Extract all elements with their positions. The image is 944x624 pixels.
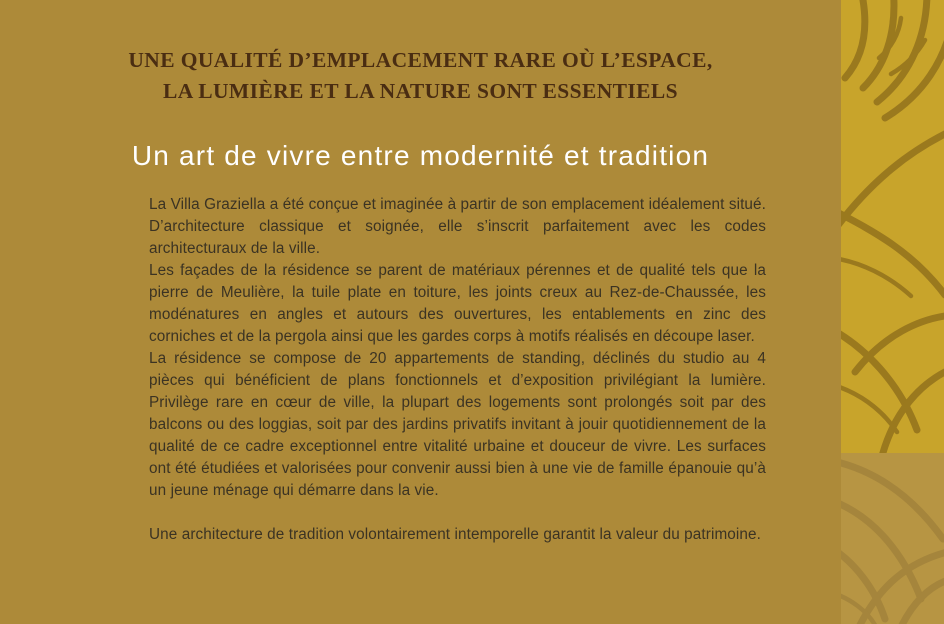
page-subtitle: Un art de vivre entre modernité et tradition — [131, 140, 710, 171]
decorative-side-band — [841, 0, 944, 624]
floral-pattern-icon — [841, 0, 944, 453]
side-band-bottom — [841, 453, 944, 624]
page-title-line2: LA LUMIÈRE ET LA NATURE SONT ESSENTIELS — [162, 79, 679, 103]
body-paragraph: La résidence se compose de 20 appartements de standing, déclinés du studio au 4 pièces qui bénéficient de plans fonctionnels et d’exposition privilégiant la lumière. Privilège rare en cœur de ville, la plupart des logements sont prolongés soit par des balcons ou des loggias, soit par des jardins privatifs invitant à jouir quotidiennement de la qualité de ce cadre exceptionnel entre vitalité urbaine et douceur de vivre. Les surfaces ont été étudiées et valorisées pour convenir aussi bien à une vie de famille épanouie qu’à un jeune ménage qui démarre dans la vie. — [149, 350, 766, 499]
body-copy — [149, 194, 766, 546]
page-title-line1: UNE QUALITÉ D’EMPLACEMENT RARE OÙ L’ESPACE, — [128, 48, 713, 72]
body-paragraph: Les façades de la résidence se parent de matériaux pérennes et de qualité tels que la pierre de Meulière, la tuile plate en toiture, les joints creux au Rez-de-Chaussée, les modénatures en angles et autours des ouvertures, les entablements en zinc des corniches et de la pergola ainsi que les gardes corps à motifs réalisés en découpe laser. — [149, 262, 766, 345]
leaf-pattern-icon — [841, 453, 944, 624]
page-title — [0, 45, 841, 107]
body-paragraph-closing: Une architecture de tradition volontairement intemporelle garantit la valeur du patrimoine. — [149, 526, 761, 543]
body-paragraph: La Villa Graziella a été conçue et imaginée à partir de son emplacement idéalement situé. D’architecture classique et soignée, elle s’inscrit parfaitement avec les codes architecturaux de la ville. — [149, 196, 766, 257]
side-band-top — [841, 0, 944, 453]
